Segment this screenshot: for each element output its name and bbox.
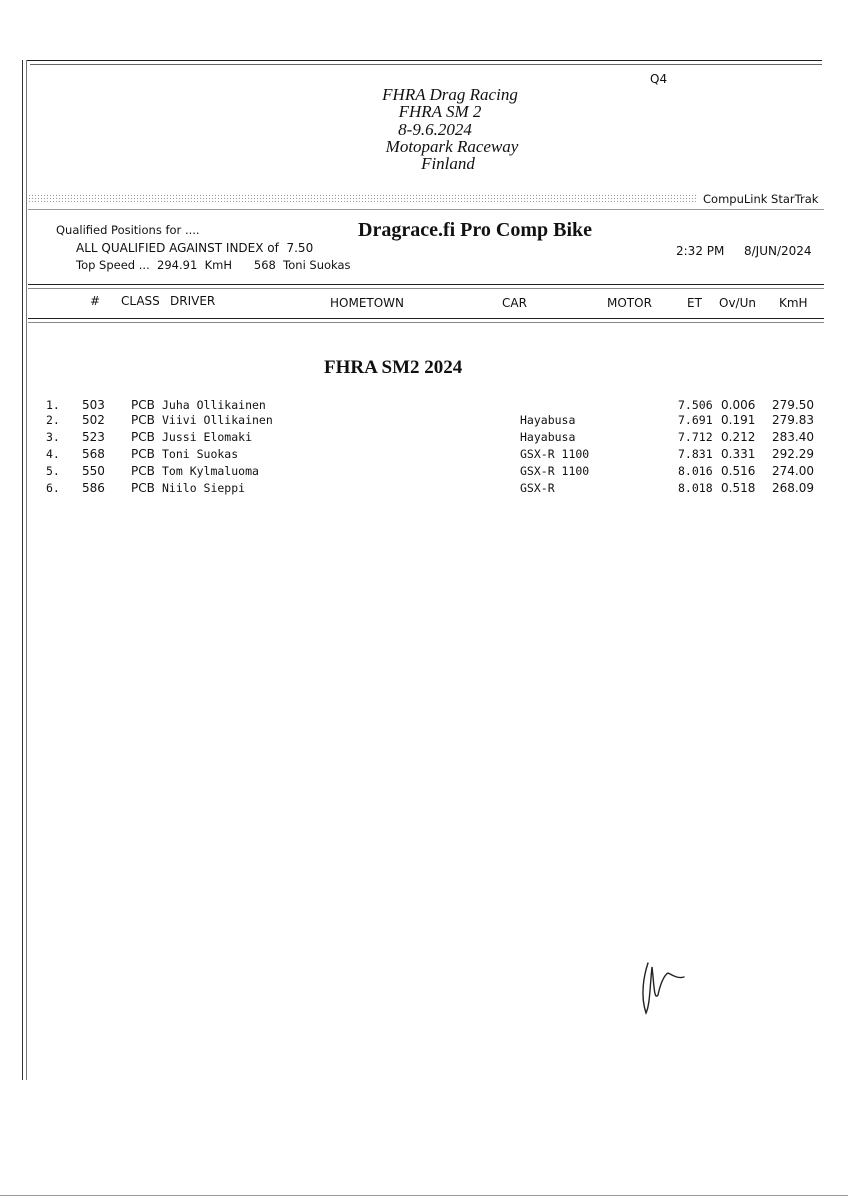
column-ovun: Ov/Un bbox=[719, 296, 756, 310]
row-class: PCB bbox=[131, 430, 155, 444]
row-et: 8.018 bbox=[678, 481, 713, 495]
row-ovun: 0.212 bbox=[721, 430, 756, 444]
column-num: # bbox=[90, 294, 101, 308]
table-row bbox=[0, 481, 848, 498]
top-border bbox=[26, 60, 822, 61]
row-et: 7.691 bbox=[678, 413, 713, 427]
row-et: 7.712 bbox=[678, 430, 713, 444]
table-row bbox=[0, 413, 848, 430]
event-venue: Motopark Raceway bbox=[385, 137, 519, 156]
row-car: GSX-R 1100 bbox=[520, 464, 590, 478]
row-kmh: 279.50 bbox=[772, 398, 814, 412]
event-country: Finland bbox=[421, 154, 475, 173]
row-et: 7.506 bbox=[678, 398, 713, 412]
bottom-line bbox=[0, 1195, 848, 1196]
column-header-bottom-line bbox=[28, 318, 824, 319]
row-car: Hayabusa bbox=[520, 430, 576, 444]
row-position: 3. bbox=[46, 430, 60, 444]
event-series: FHRA SM 2 bbox=[398, 102, 482, 121]
top-speed-line: Top Speed ... 294.91 KmH 568 Toni Suokas bbox=[76, 258, 351, 272]
row-kmh: 268.09 bbox=[772, 481, 814, 495]
row-driver: Niilo Sieppi bbox=[162, 481, 246, 495]
row-ovun: 0.518 bbox=[721, 481, 756, 495]
column-motor: MOTOR bbox=[607, 296, 652, 310]
table-row bbox=[0, 464, 848, 481]
row-driver: Juha Ollikainen bbox=[162, 398, 266, 412]
row-kmh: 283.40 bbox=[772, 430, 814, 444]
row-number: 568 bbox=[82, 447, 105, 461]
software-label: CompuLink StarTrak bbox=[703, 192, 819, 206]
column-kmh: KmH bbox=[779, 296, 808, 310]
row-driver: Jussi Elomaki bbox=[162, 430, 253, 444]
row-driver: Viivi Ollikainen bbox=[162, 413, 273, 427]
qualifier-label: Q4 bbox=[650, 72, 668, 86]
column-class: CLASS bbox=[121, 294, 160, 308]
signature bbox=[630, 955, 700, 1025]
report-date: 8/JUN/2024 bbox=[744, 244, 812, 258]
event-name: FHRA Drag Racing bbox=[382, 85, 518, 104]
row-class: PCB bbox=[131, 398, 155, 412]
row-driver: Toni Suokas bbox=[162, 447, 239, 461]
row-class: PCB bbox=[131, 481, 155, 495]
column-driver: DRIVER bbox=[170, 294, 216, 308]
row-number: 523 bbox=[82, 430, 105, 444]
column-car: CAR bbox=[502, 296, 527, 310]
dotted-band bbox=[28, 194, 696, 202]
table-row bbox=[0, 430, 848, 447]
column-header-bottom-line-2 bbox=[28, 322, 824, 323]
row-number: 550 bbox=[82, 464, 105, 478]
column-header-top-line bbox=[28, 284, 824, 285]
row-class: PCB bbox=[131, 413, 155, 427]
row-ovun: 0.516 bbox=[721, 464, 756, 478]
row-position: 5. bbox=[46, 464, 60, 478]
info-top-line bbox=[28, 209, 824, 210]
row-kmh: 274.00 bbox=[772, 464, 814, 478]
row-number: 503 bbox=[82, 398, 105, 412]
table-row bbox=[0, 447, 848, 464]
section-title: FHRA SM2 2024 bbox=[324, 357, 463, 378]
top-border-inner bbox=[30, 64, 822, 65]
column-header-top-line-2 bbox=[28, 288, 824, 289]
index-line: ALL QUALIFIED AGAINST INDEX of 7.50 bbox=[76, 241, 314, 255]
row-number: 586 bbox=[82, 481, 105, 495]
row-position: 2. bbox=[46, 413, 60, 427]
row-ovun: 0.331 bbox=[721, 447, 756, 461]
row-kmh: 292.29 bbox=[772, 447, 814, 461]
row-class: PCB bbox=[131, 447, 155, 461]
row-position: 6. bbox=[46, 481, 60, 495]
event-dates: 8-9.6.2024 bbox=[398, 120, 472, 139]
left-border bbox=[22, 60, 23, 1080]
report-time: 2:32 PM bbox=[676, 244, 725, 258]
row-class: PCB bbox=[131, 464, 155, 478]
row-car: GSX-R bbox=[520, 481, 555, 495]
qualified-label: Qualified Positions for .... bbox=[56, 223, 200, 237]
row-position: 1. bbox=[46, 398, 60, 412]
row-ovun: 0.006 bbox=[721, 398, 756, 412]
row-position: 4. bbox=[46, 447, 60, 461]
row-driver: Tom Kylmaluoma bbox=[162, 464, 259, 478]
row-ovun: 0.191 bbox=[721, 413, 756, 427]
row-number: 502 bbox=[82, 413, 105, 427]
row-car: Hayabusa bbox=[520, 413, 576, 427]
row-et: 8.016 bbox=[678, 464, 713, 478]
column-et: ET bbox=[687, 296, 702, 310]
class-title: Dragrace.fi Pro Comp Bike bbox=[358, 219, 593, 241]
row-car: GSX-R 1100 bbox=[520, 447, 590, 461]
left-border-inner bbox=[26, 60, 27, 1080]
column-hometown: HOMETOWN bbox=[330, 296, 405, 310]
row-et: 7.831 bbox=[678, 447, 713, 461]
row-kmh: 279.83 bbox=[772, 413, 814, 427]
